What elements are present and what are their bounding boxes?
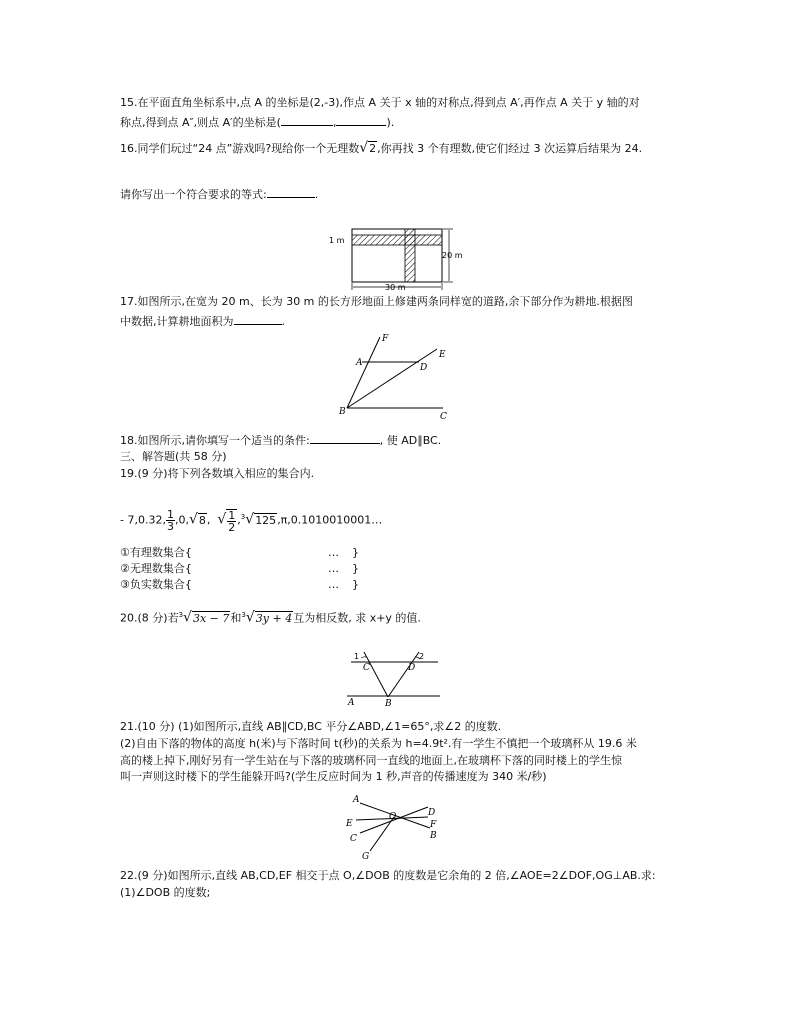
q16-answer-blank[interactable] <box>267 187 315 198</box>
label-B: B <box>339 407 346 417</box>
transversal-BD <box>388 652 419 697</box>
figure-17-field <box>325 222 465 292</box>
label-B: B <box>385 699 392 708</box>
q15-blank-y[interactable] <box>336 115 386 126</box>
q20-and: 和 <box>230 611 242 625</box>
radicand-125: 125 <box>255 513 277 527</box>
q18-prompt: 18.如图所示,请你填写一个适当的条件: <box>120 434 310 447</box>
set-irrational: ②无理数集合{ … } <box>120 562 359 575</box>
numbers-comma-2: , <box>237 513 241 527</box>
numbers-part-1: - 7,0.32, <box>120 513 166 527</box>
numbers-part-2: ,0, <box>174 513 189 527</box>
figure-18-lines <box>335 333 455 425</box>
q16-end: . <box>314 188 319 201</box>
q17-prompt: 中数据,计算耕地面积为 <box>120 315 234 328</box>
cbrt-symbol: √ <box>245 609 255 626</box>
q17-line1: 17.如图所示,在宽为 20 m、长为 30 m 的长方形地面上修建两条同样宽的道路,余下部分作为耕地.根据图 <box>120 295 633 308</box>
q22-line2: (1)∠DOB 的度数; <box>120 886 211 899</box>
label-C: C <box>350 834 357 844</box>
q16-text-a: 16.同学们玩过“24 点”游戏吗?现给你一个无理数 <box>120 142 360 155</box>
label-D: D <box>420 363 428 373</box>
q20-line <box>120 607 421 627</box>
q16-text-b: ,你再找 3 个有理数,使它们经过 3 次运算后结果为 24. <box>377 142 643 155</box>
cube-root-index: 3 <box>241 611 246 619</box>
numbers-comma: , <box>206 513 211 527</box>
q19-title: 19.(9 分)将下列各数填入相应的集合内. <box>120 467 315 480</box>
horizontal-road <box>352 235 442 245</box>
label-F: F <box>430 820 437 830</box>
cube-root-index: 3 <box>240 513 246 521</box>
q16-line2 <box>120 187 318 202</box>
radicand-3y+4: 3y + 4 <box>255 611 293 625</box>
q21-line1: 21.(10 分) (1)如图所示,直线 AB∥CD,BC 平分∠ABD,∠1=65°,求∠2 的度数. <box>120 720 502 733</box>
label-D: D <box>408 663 416 673</box>
label-height: 20 m <box>442 251 463 260</box>
ray-OG <box>370 817 394 851</box>
label-G: G <box>362 852 370 862</box>
q15-blank-x[interactable] <box>281 115 333 126</box>
label-A: A <box>356 358 363 368</box>
q19-number-list <box>120 508 382 533</box>
figure-21-parallel-lines <box>343 648 443 708</box>
q18-answer-blank[interactable] <box>310 433 380 444</box>
q15-comma: , <box>332 116 337 129</box>
label-E: E <box>439 350 446 360</box>
label-1: 1 <box>354 652 360 661</box>
q16-prompt: 请你写出一个符合要求的等式: <box>120 188 267 201</box>
label-width: 1 m <box>329 236 345 245</box>
sqrt-symbol: √ <box>188 511 198 528</box>
cbrt-symbol: √ <box>245 511 255 528</box>
q18-tail: , 使 AD∥BC. <box>379 434 442 447</box>
set-rational: ①有理数集合{ … } <box>120 546 359 559</box>
label-E: E <box>346 819 353 829</box>
sqrt-symbol: √ <box>217 511 227 528</box>
label-2: 2 <box>419 652 425 661</box>
label-B: B <box>430 831 437 841</box>
set-negative-real: ③负实数集合{ … } <box>120 578 359 591</box>
q21-line2: (2)自由下落的物体的高度 h(米)与下落时间 t(秒)的关系为 h=4.9t².有一学生不慎把一个玻璃杯从 19.6 米 <box>120 737 637 750</box>
label-O: O <box>389 812 397 822</box>
q21-line3: 高的楼上掉下,刚好另有一学生站在与下落的玻璃杯同一直线的地面上,在玻璃杯下落的同时楼上的学生惊 <box>120 754 622 767</box>
q17-answer-blank[interactable] <box>234 314 282 325</box>
sqrt-symbol: √ <box>359 140 369 156</box>
q20-suffix: 互为相反数, 求 x+y 的值. <box>293 611 421 625</box>
q18-line <box>120 433 441 448</box>
label-F: F <box>382 334 389 344</box>
q20-prefix: 20.(8 分)若 <box>120 611 179 625</box>
q15-text-c: ). <box>386 116 395 129</box>
fraction-one-third: $\frac{1}{3}$ <box>166 508 174 534</box>
q16-line1 <box>120 141 642 156</box>
numbers-part-5: ,π,0.1010010001… <box>277 513 383 527</box>
section-3-heading: 三、解答题(共 58 分) <box>120 450 227 463</box>
transversal-CB <box>364 652 388 697</box>
q17-line2 <box>120 314 285 329</box>
label-A: A <box>353 795 360 805</box>
cube-root-index: 3 <box>178 611 184 619</box>
radicand-8: 8 <box>198 513 206 527</box>
radicand-3x-7: 3x − 7 <box>192 611 230 625</box>
q17-end: . <box>281 315 285 328</box>
label-D: D <box>428 808 436 818</box>
label-C: C <box>440 412 447 422</box>
q16-radicand: 2 <box>369 142 377 155</box>
figure-22-intersecting-lines <box>340 793 440 863</box>
sqrt-one-half: $\frac{1}{2}$ <box>228 508 236 534</box>
vertical-road <box>405 229 415 282</box>
label-length: 30 m <box>385 283 406 292</box>
q15-text-a: 称点,得到点 A″,则点 A′的坐标是( <box>120 116 281 129</box>
q21-line4: 叫一声则这时楼下的学生能躲开吗?(学生反应时间为 1 秒,声音的传播速度为 340 米/秒) <box>120 770 547 783</box>
q15-line2 <box>120 115 394 130</box>
q15-line1: 15.在平面直角坐标系中,点 A 的坐标是(2,-3),作点 A 关于 x 轴的对称点,得到点 A′,再作点 A 关于 y 轴的对 <box>120 96 640 109</box>
cbrt-symbol: √ <box>183 609 192 626</box>
label-C: C <box>363 663 370 673</box>
q22-line1: 22.(9 分)如图所示,直线 AB,CD,EF 相交于点 O,∠DOB 的度数是它余角的 2 倍,∠AOE=2∠DOF,OG⊥AB.求: <box>120 869 656 882</box>
label-A: A <box>348 698 355 708</box>
